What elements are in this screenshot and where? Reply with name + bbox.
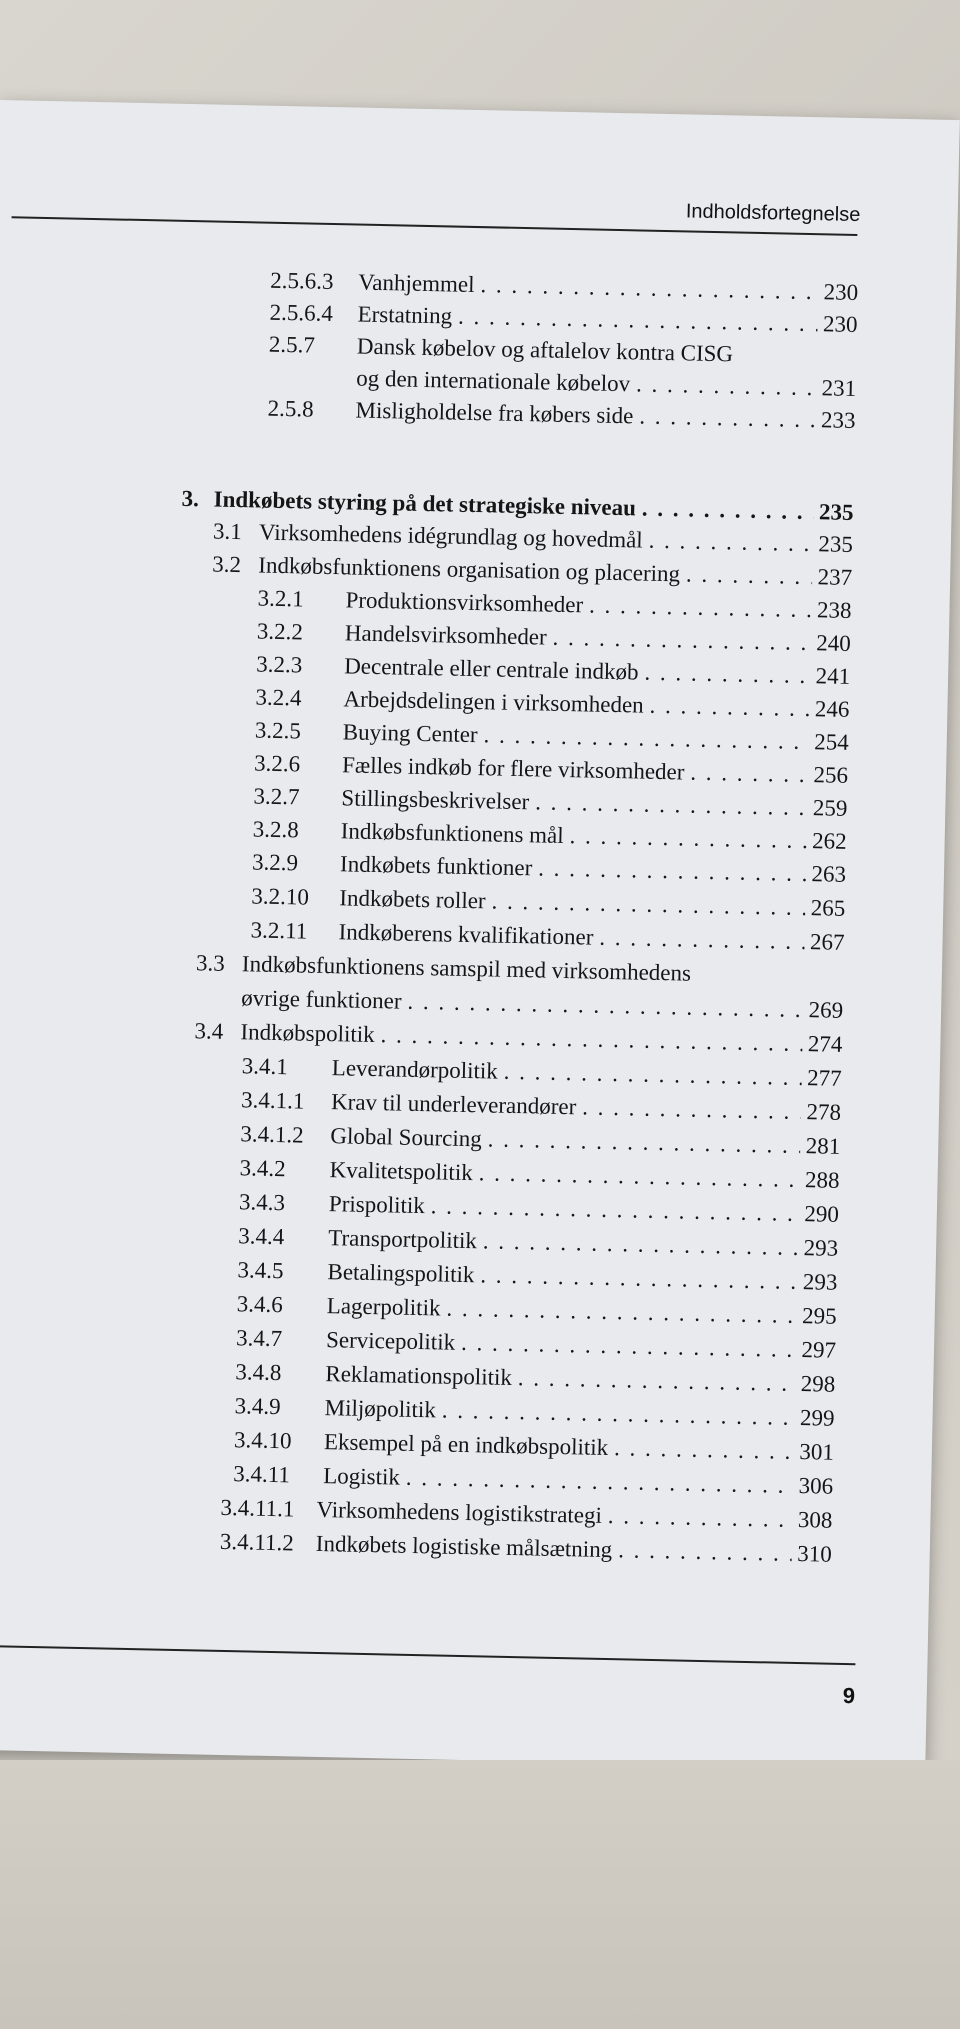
- toc-entry: [212, 552, 852, 591]
- toc-title: Misligholdelse fra købers side: [355, 397, 634, 429]
- toc-entry: [220, 1495, 832, 1534]
- toc-entry: [269, 332, 857, 370]
- toc-page: 246: [814, 696, 850, 722]
- toc-page: 267: [809, 929, 845, 955]
- toc-number: 3.4.6: [236, 1291, 284, 1318]
- toc-page: 295: [801, 1303, 837, 1329]
- toc-entry: [235, 1359, 835, 1398]
- book-page: [0, 100, 960, 1770]
- toc-entry: [270, 268, 858, 306]
- toc-page: 281: [805, 1133, 841, 1159]
- toc-number: 3.4.1: [241, 1053, 289, 1080]
- toc-title: Lagerpolitik: [326, 1293, 441, 1321]
- toc-number: 3.4.11: [233, 1461, 291, 1488]
- toc-number: 3.2.3: [255, 651, 303, 678]
- dot-leader: [582, 1094, 801, 1125]
- dot-leader: [686, 561, 812, 590]
- dot-leader: [483, 1228, 798, 1261]
- toc-title: Indkøbspolitik: [240, 1019, 375, 1048]
- dot-leader: [483, 722, 808, 755]
- toc-entry: [196, 950, 844, 990]
- toc-page: 230: [822, 311, 858, 338]
- toc-title: Indkøbsfunktionens mål: [340, 818, 564, 848]
- toc-number: 2.5.6.3: [270, 267, 334, 295]
- toc-page: 265: [810, 895, 846, 921]
- toc-title: Indkøbets logistiske målsætning: [315, 1530, 613, 1563]
- toc-entry: [253, 783, 847, 821]
- background-cloth: [0, 1760, 960, 2029]
- toc-number: 3.2.10: [251, 883, 310, 910]
- toc-number: 3.4.4: [238, 1223, 285, 1250]
- toc-page: 263: [811, 861, 847, 887]
- toc-entry: [213, 519, 853, 558]
- toc-entry: [255, 684, 849, 722]
- dot-leader: [642, 496, 814, 526]
- toc-title: Leverandørpolitik: [331, 1055, 499, 1084]
- toc-title: Indkøbets funktioner: [339, 851, 533, 881]
- dot-leader: [552, 625, 810, 656]
- toc-entry: [239, 1155, 839, 1194]
- dot-leader: [569, 823, 806, 854]
- toc-title: Virksomhedens logistikstrategi: [316, 1496, 603, 1528]
- toc-page: 231: [821, 375, 857, 401]
- toc-entry-continuation: [241, 985, 843, 1024]
- toc-page: 256: [813, 762, 849, 788]
- toc-page: 310: [796, 1541, 832, 1567]
- toc-title: Prispolitik: [328, 1191, 426, 1219]
- toc-page: 235: [818, 531, 854, 557]
- toc-entry: [257, 619, 851, 657]
- toc-entry: [237, 1291, 837, 1330]
- dot-leader: [480, 272, 818, 305]
- toc-number: 3.2.2: [256, 618, 304, 645]
- dot-leader: [589, 592, 811, 623]
- toc-entry: [241, 1087, 841, 1126]
- toc-title: Buying Center: [342, 719, 478, 748]
- dot-leader: [504, 1059, 802, 1091]
- dot-leader: [480, 1262, 797, 1295]
- dot-leader: [599, 925, 804, 955]
- toc-number: 3.4.9: [234, 1393, 281, 1420]
- toc-page: 230: [823, 279, 859, 306]
- toc-page: 274: [807, 1031, 843, 1057]
- toc-entry: [234, 1393, 834, 1432]
- toc-title: Erstatning: [357, 301, 453, 329]
- toc-page: 235: [818, 499, 854, 525]
- toc-page: 290: [804, 1201, 840, 1227]
- dot-leader: [538, 855, 806, 887]
- toc-number: 3.4: [194, 1018, 224, 1044]
- toc-page: 306: [798, 1473, 834, 1499]
- toc-entry: [240, 1121, 840, 1160]
- toc-page: 278: [806, 1099, 842, 1125]
- toc-entry: [234, 1427, 834, 1466]
- toc-number: 2.5.8: [267, 395, 314, 422]
- dot-leader: [535, 789, 807, 821]
- toc-number: 3.4.8: [235, 1359, 282, 1386]
- toc-title: og den internationale købelov: [355, 365, 631, 397]
- toc-page: 238: [816, 597, 852, 623]
- toc-page: 254: [813, 729, 849, 755]
- toc-page: 269: [808, 997, 844, 1023]
- toc-number: 3.2.11: [250, 917, 308, 944]
- toc-page: 288: [804, 1167, 840, 1193]
- toc-page: 241: [815, 663, 851, 689]
- toc-entry: [242, 1053, 842, 1092]
- toc-title: Indkøbsfunktionens samspil med virksomhedens: [241, 951, 692, 986]
- toc-title: Indkøbets roller: [339, 885, 486, 914]
- page-number: 9: [842, 1683, 856, 1709]
- toc-title: Global Sourcing: [330, 1123, 483, 1152]
- toc-number: 3.1: [212, 518, 243, 545]
- toc-page: 237: [817, 564, 853, 590]
- toc-page: 233: [820, 407, 856, 433]
- dot-leader: [487, 1126, 800, 1159]
- toc-page: 262: [811, 828, 847, 854]
- dot-leader: [406, 1465, 793, 1499]
- toc-title: Indkøbets styring på det strategiske niveau: [213, 486, 637, 521]
- toc-number: 3.2.9: [251, 849, 299, 876]
- toc-number: 3.4.11.2: [219, 1528, 295, 1556]
- toc-title: Stillingsbeskrivelser: [341, 785, 530, 815]
- dot-leader: [639, 403, 815, 433]
- toc-entry: [238, 1223, 838, 1262]
- toc-title: Handelsvirksomheder: [344, 620, 547, 650]
- toc-number: 3.4.11.1: [220, 1494, 295, 1522]
- toc-page: 277: [806, 1065, 842, 1091]
- dot-leader: [461, 1330, 796, 1363]
- toc-entry: [239, 1189, 839, 1228]
- running-header: Indholdsfortegnelse: [685, 200, 861, 227]
- dot-leader: [458, 304, 817, 338]
- dot-leader: [478, 1160, 799, 1193]
- toc-number: 3.4.1.1: [240, 1087, 305, 1114]
- dot-leader: [431, 1193, 799, 1227]
- toc-page: 297: [801, 1337, 837, 1363]
- toc-number: 3.: [181, 485, 200, 512]
- toc-title: øvrige funktioner: [240, 985, 402, 1014]
- dot-leader: [608, 1503, 793, 1533]
- footer-rule: [0, 1645, 855, 1666]
- toc-number: 3.4.5: [237, 1257, 284, 1284]
- toc-page: 293: [802, 1269, 838, 1295]
- toc-title: Kvalitetspolitik: [329, 1157, 474, 1186]
- toc-number: 3.2.1: [257, 585, 304, 612]
- dot-leader: [648, 528, 812, 557]
- toc-number: 3.4.1.2: [240, 1121, 304, 1148]
- dot-leader: [690, 760, 808, 788]
- toc-entry: [269, 300, 857, 338]
- toc-number: 2.5.7: [268, 331, 316, 358]
- toc-page: 259: [812, 795, 848, 821]
- toc-entry: [253, 816, 847, 854]
- dot-leader: [446, 1296, 796, 1329]
- toc-entry: [237, 1257, 837, 1296]
- dot-leader: [491, 888, 805, 921]
- toc-entry: [220, 1529, 832, 1568]
- toc-number: 3.2.4: [255, 684, 302, 711]
- toc-number: 2.5.6.4: [269, 299, 334, 327]
- toc-title: Vanhjemmel: [358, 269, 475, 297]
- dot-leader: [518, 1365, 795, 1397]
- toc-number: 3.2.8: [252, 816, 300, 843]
- toc-number: 3.4.2: [239, 1155, 286, 1182]
- toc-entry: [254, 750, 848, 788]
- toc-title: Transportpolitik: [327, 1225, 478, 1254]
- toc-title: Krav til underleverandører: [330, 1089, 577, 1120]
- dot-leader: [614, 1435, 794, 1465]
- toc-title: Eksempel på en indkøbspolitik: [323, 1429, 609, 1461]
- toc-title: Reklamationspolitik: [325, 1361, 513, 1390]
- toc-title: Logistik: [323, 1463, 401, 1490]
- dot-leader: [380, 1022, 802, 1057]
- toc-entry: [236, 1325, 836, 1364]
- toc-title: Indkøbsfunktionens organisation og placering: [258, 552, 681, 587]
- toc-entry: [257, 586, 851, 624]
- toc-number: 3.2.5: [254, 717, 302, 744]
- toc-title: Decentrale eller centrale indkøb: [343, 653, 639, 685]
- toc-entry: [233, 1461, 833, 1500]
- toc-entry: [194, 1018, 842, 1058]
- toc-number: 3.2.6: [253, 750, 301, 777]
- toc-page: 308: [797, 1507, 833, 1533]
- toc-entry: [267, 396, 855, 434]
- dot-leader: [407, 989, 803, 1023]
- toc-entry: [252, 849, 846, 887]
- toc-entry: [255, 717, 849, 755]
- toc-page: 298: [800, 1371, 836, 1397]
- toc-title: Servicepolitik: [325, 1327, 456, 1355]
- toc-title: Virksomhedens idégrundlag og hovedmål: [258, 519, 643, 553]
- toc-number: 3.4.3: [238, 1189, 286, 1216]
- toc-title: Fælles indkøb for flere virksomheder: [341, 752, 685, 785]
- toc-title: Produktionsvirksomheder: [345, 587, 584, 618]
- dot-leader: [442, 1398, 795, 1431]
- toc-number: 3.2: [212, 551, 242, 578]
- toc-entry: [251, 883, 845, 921]
- toc-page: 299: [799, 1405, 835, 1431]
- toc-number: 3.2.7: [253, 783, 300, 810]
- toc-entry: [256, 651, 850, 689]
- toc-title: Arbejdsdelingen i virksomheden: [343, 686, 644, 718]
- toc-title: Indkøberens kvalifikationer: [338, 919, 594, 950]
- toc-number: 3.4.7: [235, 1325, 283, 1352]
- toc-title: Miljøpolitik: [324, 1395, 437, 1423]
- toc-number: 3.3: [195, 950, 225, 976]
- toc-title: Betalingspolitik: [327, 1259, 475, 1288]
- toc-number: 3.4.10: [233, 1427, 292, 1454]
- toc-page: 240: [816, 630, 852, 656]
- dot-leader: [618, 1537, 792, 1567]
- toc-page: 293: [803, 1235, 839, 1261]
- dot-leader: [636, 371, 816, 401]
- dot-leader: [649, 693, 809, 722]
- dot-leader: [644, 660, 810, 689]
- toc-entry-continuation: [356, 366, 856, 402]
- toc-entry: [250, 917, 844, 955]
- toc-page: 301: [799, 1439, 835, 1465]
- toc-title: Dansk købelov og aftalelov kontra CISG: [356, 333, 734, 367]
